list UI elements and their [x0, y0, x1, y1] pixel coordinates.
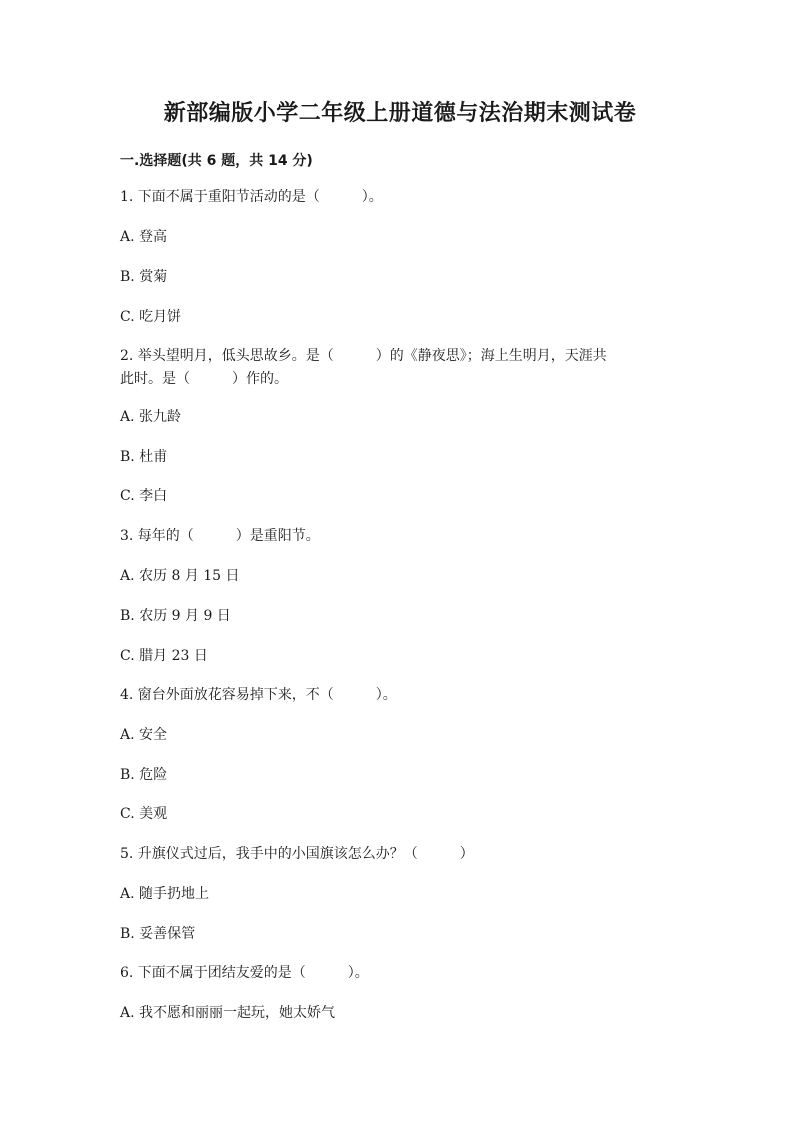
question-4-option-b: B. 危险 — [120, 767, 168, 783]
question-4-option-a: A. 安全 — [120, 727, 168, 743]
question-3-stem: 3. 每年的（ ）是重阳节。 — [120, 528, 320, 544]
question-1-stem: 1. 下面不属于重阳节活动的是（ ）。 — [120, 189, 383, 205]
page-title: 新部编版小学二年级上册道德与法治期末测试卷 — [163, 101, 637, 126]
question-1-option-c: C. 吃月饼 — [120, 309, 182, 325]
question-6-option-a: A. 我不愿和丽丽一起玩，她太娇气 — [120, 1005, 336, 1021]
question-1-option-a: A. 登高 — [120, 229, 168, 245]
question-5-option-a: A. 随手扔地上 — [120, 886, 210, 902]
section-heading: 一.选择题(共 6 题，共 14 分) — [120, 153, 313, 169]
question-6-stem: 6. 下面不属于团结友爱的是（ ）。 — [120, 965, 369, 981]
question-3-option-c: C. 腊月 23 日 — [120, 648, 208, 664]
question-2-stem-line-1: 2. 举头望明月，低头思故乡。是（ ）的《静夜思》；海上生明月，天涯共 — [120, 348, 607, 364]
question-2-option-c: C. 李白 — [120, 488, 168, 504]
question-2-option-a: A. 张九龄 — [120, 409, 182, 425]
question-5-option-b: B. 妥善保管 — [120, 926, 196, 942]
question-2-stem-line-2: 此时。是（ ）作的。 — [120, 371, 288, 387]
question-3-option-b: B. 农历 9 月 9 日 — [120, 608, 231, 624]
question-5-stem: 5. 升旗仪式过后，我手中的小国旗该怎么办？（ ） — [120, 846, 474, 862]
question-4-option-c: C. 美观 — [120, 806, 168, 822]
question-2-option-b: B. 杜甫 — [120, 449, 168, 465]
question-4-stem: 4. 窗台外面放花容易掉下来，不（ ）。 — [120, 687, 397, 703]
question-3-option-a: A. 农历 8 月 15 日 — [120, 568, 240, 584]
question-1-option-b: B. 赏菊 — [120, 269, 168, 285]
